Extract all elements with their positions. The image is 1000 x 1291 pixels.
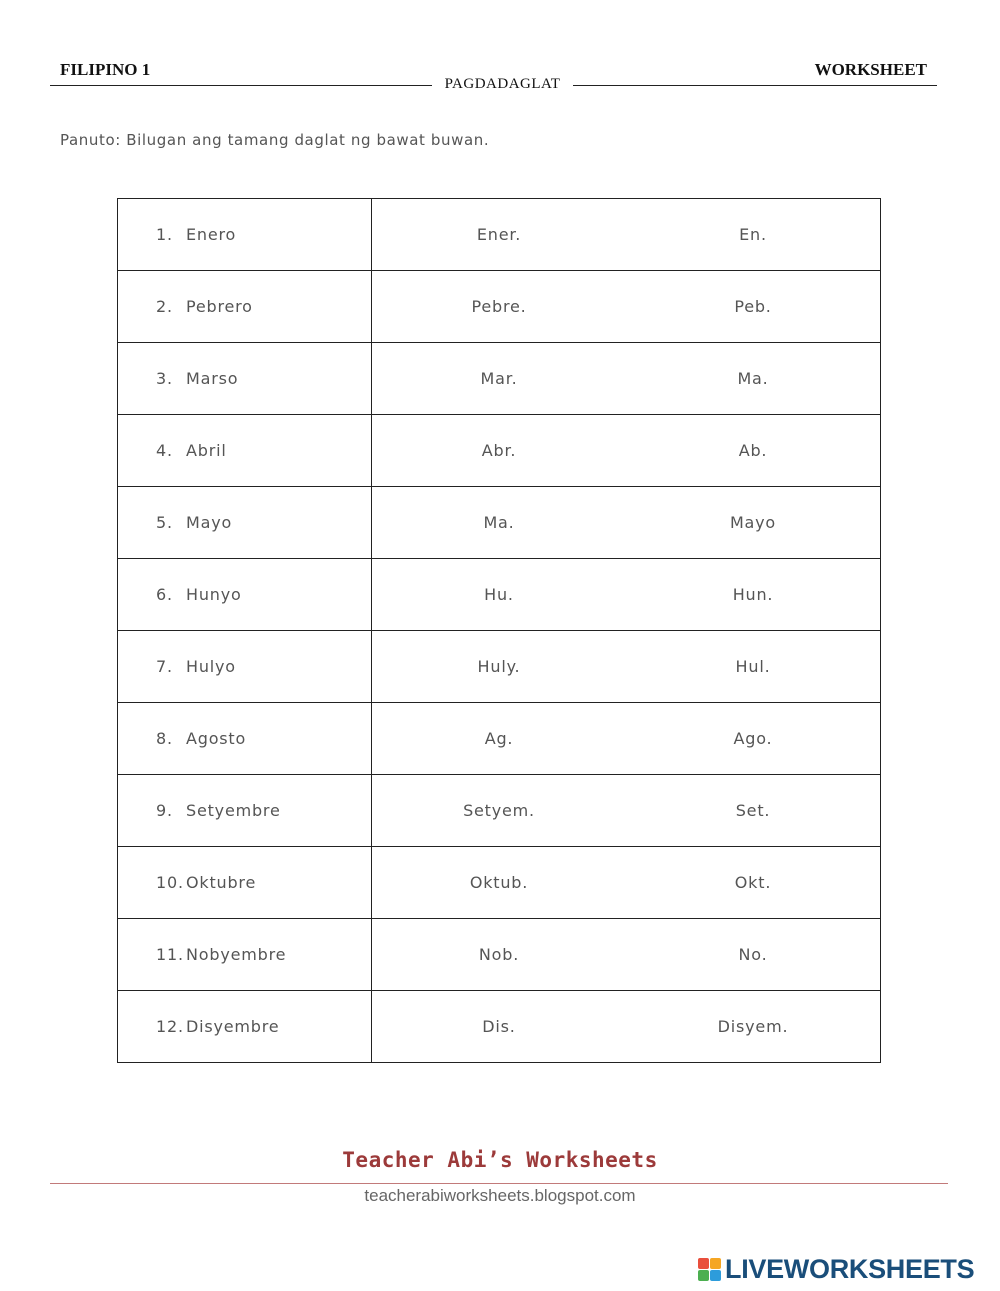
option-b[interactable]: Set. (626, 775, 881, 847)
month-name: Disyembre (186, 1017, 280, 1036)
month-name: Marso (186, 369, 239, 388)
month-name: Setyembre (186, 801, 281, 820)
option-a[interactable]: Hu. (484, 585, 514, 604)
option-b[interactable]: Hun. (626, 559, 881, 631)
liveworksheets-wordmark: LIVEWORKSHEETS (725, 1253, 975, 1284)
item-number: 1. (156, 225, 173, 244)
topic-title: PAGDADAGLAT (444, 76, 561, 92)
option-b[interactable]: Peb. (626, 271, 881, 343)
subject-label: FILIPINO 1 (60, 60, 151, 79)
option-b[interactable]: Ago. (626, 703, 881, 775)
option-a[interactable]: Ener. (476, 225, 522, 244)
option-a[interactable]: Ma. (483, 513, 515, 532)
option-b[interactable]: No. (626, 919, 881, 991)
logo-square-icon (710, 1258, 721, 1269)
month-name: Mayo (186, 513, 233, 532)
month-name: Pebrero (186, 297, 253, 316)
logo-square-icon (698, 1258, 709, 1269)
month-name: Hunyo (186, 585, 242, 604)
option-a[interactable]: Oktub. (469, 873, 529, 892)
month-name: Abril (186, 441, 227, 460)
item-number: 2. (156, 297, 173, 316)
option-a[interactable]: Huly. (477, 657, 521, 676)
option-a[interactable]: Pebre. (471, 297, 527, 316)
logo-square-icon (698, 1270, 709, 1281)
item-number: 4. (156, 441, 173, 460)
month-name: Enero (186, 225, 237, 244)
month-cell (118, 271, 372, 343)
option-b[interactable]: Ab. (626, 415, 881, 487)
footer-divider (50, 1183, 948, 1184)
option-a[interactable]: Nob. (478, 945, 520, 964)
table-row (118, 631, 881, 703)
option-b[interactable]: Disyem. (626, 991, 881, 1063)
option-a[interactable]: Mar. (480, 369, 518, 388)
month-cell (118, 487, 372, 559)
month-name: Agosto (186, 729, 247, 748)
table-row (118, 919, 881, 991)
month-cell (118, 703, 372, 775)
month-cell (118, 631, 372, 703)
brand-url[interactable]: teacherabiworksheets.blogspot.com (364, 1186, 636, 1205)
option-a[interactable]: Setyem. (463, 801, 535, 820)
months-table (117, 198, 881, 1063)
brand-name: Teacher Abi’s Worksheets (342, 1148, 658, 1172)
month-cell (118, 775, 372, 847)
month-cell (118, 991, 372, 1063)
month-cell (118, 199, 372, 271)
month-cell (118, 847, 372, 919)
header-divider-right (573, 85, 937, 86)
option-a[interactable]: Abr. (481, 441, 517, 460)
item-number: 12. (156, 1017, 184, 1036)
item-number: 6. (156, 585, 173, 604)
liveworksheets-icon (698, 1258, 721, 1281)
item-number: 11. (156, 945, 184, 964)
month-cell (118, 343, 372, 415)
liveworksheets-logo (698, 1253, 974, 1285)
worksheet-label: WORKSHEET (814, 60, 927, 79)
option-b[interactable]: Mayo (626, 487, 881, 559)
logo-square-icon (710, 1270, 721, 1281)
option-a[interactable]: Dis. (482, 1017, 516, 1036)
header-divider-left (50, 85, 432, 86)
option-b[interactable]: En. (626, 199, 881, 271)
table-row (118, 271, 881, 343)
option-a[interactable]: Ag. (484, 729, 514, 748)
item-number: 10. (156, 873, 184, 892)
month-cell (118, 559, 372, 631)
table-row (118, 199, 881, 271)
item-number: 5. (156, 513, 173, 532)
table-row (118, 775, 881, 847)
table-row (118, 991, 881, 1063)
month-name: Hulyo (186, 657, 236, 676)
month-name: Nobyembre (186, 945, 287, 964)
table-row (118, 415, 881, 487)
table-row (118, 559, 881, 631)
option-b[interactable]: Ma. (626, 343, 881, 415)
item-number: 7. (156, 657, 173, 676)
option-b[interactable]: Hul. (626, 631, 881, 703)
instructions: Panuto: Bilugan ang tamang daglat ng bawat buwan. (60, 131, 490, 149)
month-cell (118, 415, 372, 487)
table-row (118, 487, 881, 559)
month-cell (118, 919, 372, 991)
table-row (118, 847, 881, 919)
table-row (118, 703, 881, 775)
item-number: 9. (156, 801, 173, 820)
item-number: 8. (156, 729, 173, 748)
table-row (118, 343, 881, 415)
month-name: Oktubre (186, 873, 257, 892)
item-number: 3. (156, 369, 173, 388)
option-b[interactable]: Okt. (626, 847, 881, 919)
